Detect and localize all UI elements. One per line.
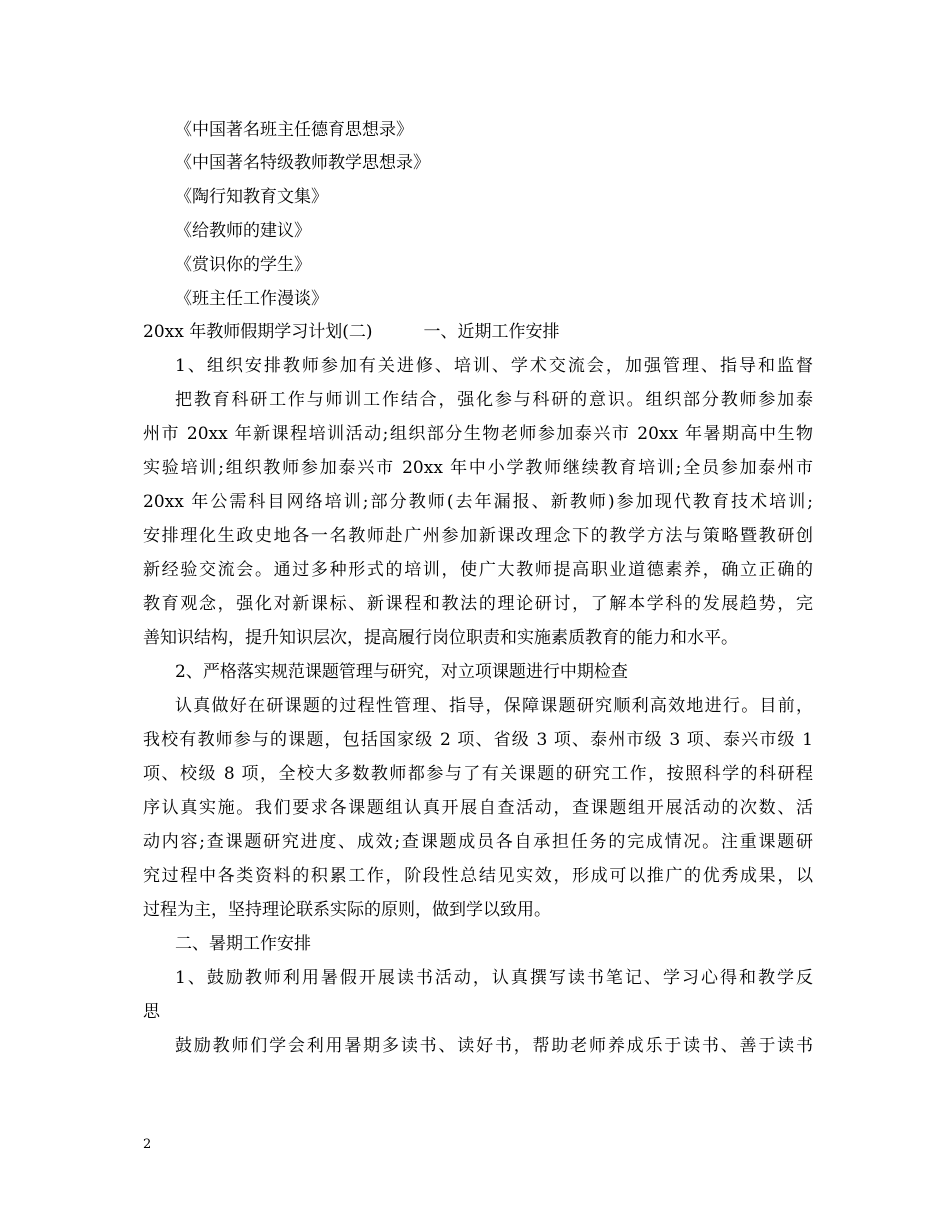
paragraph-line: 序认真实施。我们要求各课题组认真开展自查活动，查课题组开展活动的次数、活 (143, 798, 813, 818)
paragraph-line: 20xx 年公需科目网络培训;部分教师(去年漏报、新教师)参加现代教育技术培训; (143, 492, 813, 512)
book-title-line: 《中国著名班主任德育思想录》 (175, 120, 413, 140)
subheading-line: 思 (143, 1002, 160, 1022)
subheading-line: 1、鼓励教师利用暑假开展读书活动，认真撰写读书笔记、学习心得和教学反 (175, 968, 813, 988)
paragraph-line: 教育观念，强化对新课标、新课程和教法的理论研讨，了解本学科的发展趋势，完 (143, 594, 813, 614)
section-heading-line: 二、暑期工作安排 (175, 934, 311, 954)
paragraph-line: 安排理化生政史地各一名教师赴广州参加新课改理念下的教学方法与策略暨教研创 (143, 526, 813, 546)
subheading-line: 1、组织安排教师参加有关进修、培训、学术交流会，加强管理、指导和监督 (175, 356, 813, 376)
paragraph-line: 项、校级 8 项，全校大多数教师都参与了有关课题的研究工作，按照科学的科研程 (143, 764, 813, 784)
paragraph-line: 认真做好在研课题的过程性管理、指导，保障课题研究顺利高效地进行。目前， (175, 696, 813, 716)
paragraph-line: 过程为主，坚持理论联系实际的原则，做到学以致用。 (143, 900, 551, 920)
paragraph-line: 我校有教师参与的课题，包括国家级 2 项、省级 3 项、泰州市级 3 项、泰兴市级 1 (143, 730, 813, 750)
paragraph-line: 动内容;查课题研究进度、成效;查课题成员各自承担任务的完成情况。注重课题研 (143, 832, 813, 852)
subheading-line: 2、严格落实规范课题管理与研究，对立项课题进行中期检查 (175, 662, 628, 682)
paragraph-line: 把教育科研工作与师训工作结合，强化参与科研的意识。组织部分教师参加泰 (175, 390, 813, 410)
page-number: 2 (143, 1137, 152, 1152)
paragraph-line: 善知识结构，提升知识层次，提高履行岗位职责和实施素质教育的能力和水平。 (143, 628, 738, 648)
paragraph-line: 究过程中各类资料的积累工作，阶段性总结见实效，形成可以推广的优秀成果，以 (143, 866, 813, 886)
book-title-line: 《班主任工作漫谈》 (175, 289, 328, 309)
section-heading-line: 20xx 年教师假期学习计划(二) 一、近期工作安排 (143, 322, 560, 342)
paragraph-line: 实验培训;组织教师参加泰兴市 20xx 年中小学教师继续教育培训;全员参加泰州市 (143, 458, 813, 478)
book-title-line: 《赏识你的学生》 (175, 255, 311, 275)
paragraph-line: 鼓励教师们学会利用暑期多读书、读好书，帮助老师养成乐于读书、善于读书 (175, 1036, 813, 1056)
paragraph-line: 州市 20xx 年新课程培训活动;组织部分生物老师参加泰兴市 20xx 年暑期高中生物 (143, 424, 813, 444)
paragraph-line: 新经验交流会。通过多种形式的培训，使广大教师提高职业道德素养，确立正确的 (143, 560, 813, 580)
book-title-line: 《给教师的建议》 (175, 221, 311, 241)
book-title-line: 《中国著名特级教师教学思想录》 (175, 153, 430, 173)
book-title-line: 《陶行知教育文集》 (175, 187, 328, 207)
